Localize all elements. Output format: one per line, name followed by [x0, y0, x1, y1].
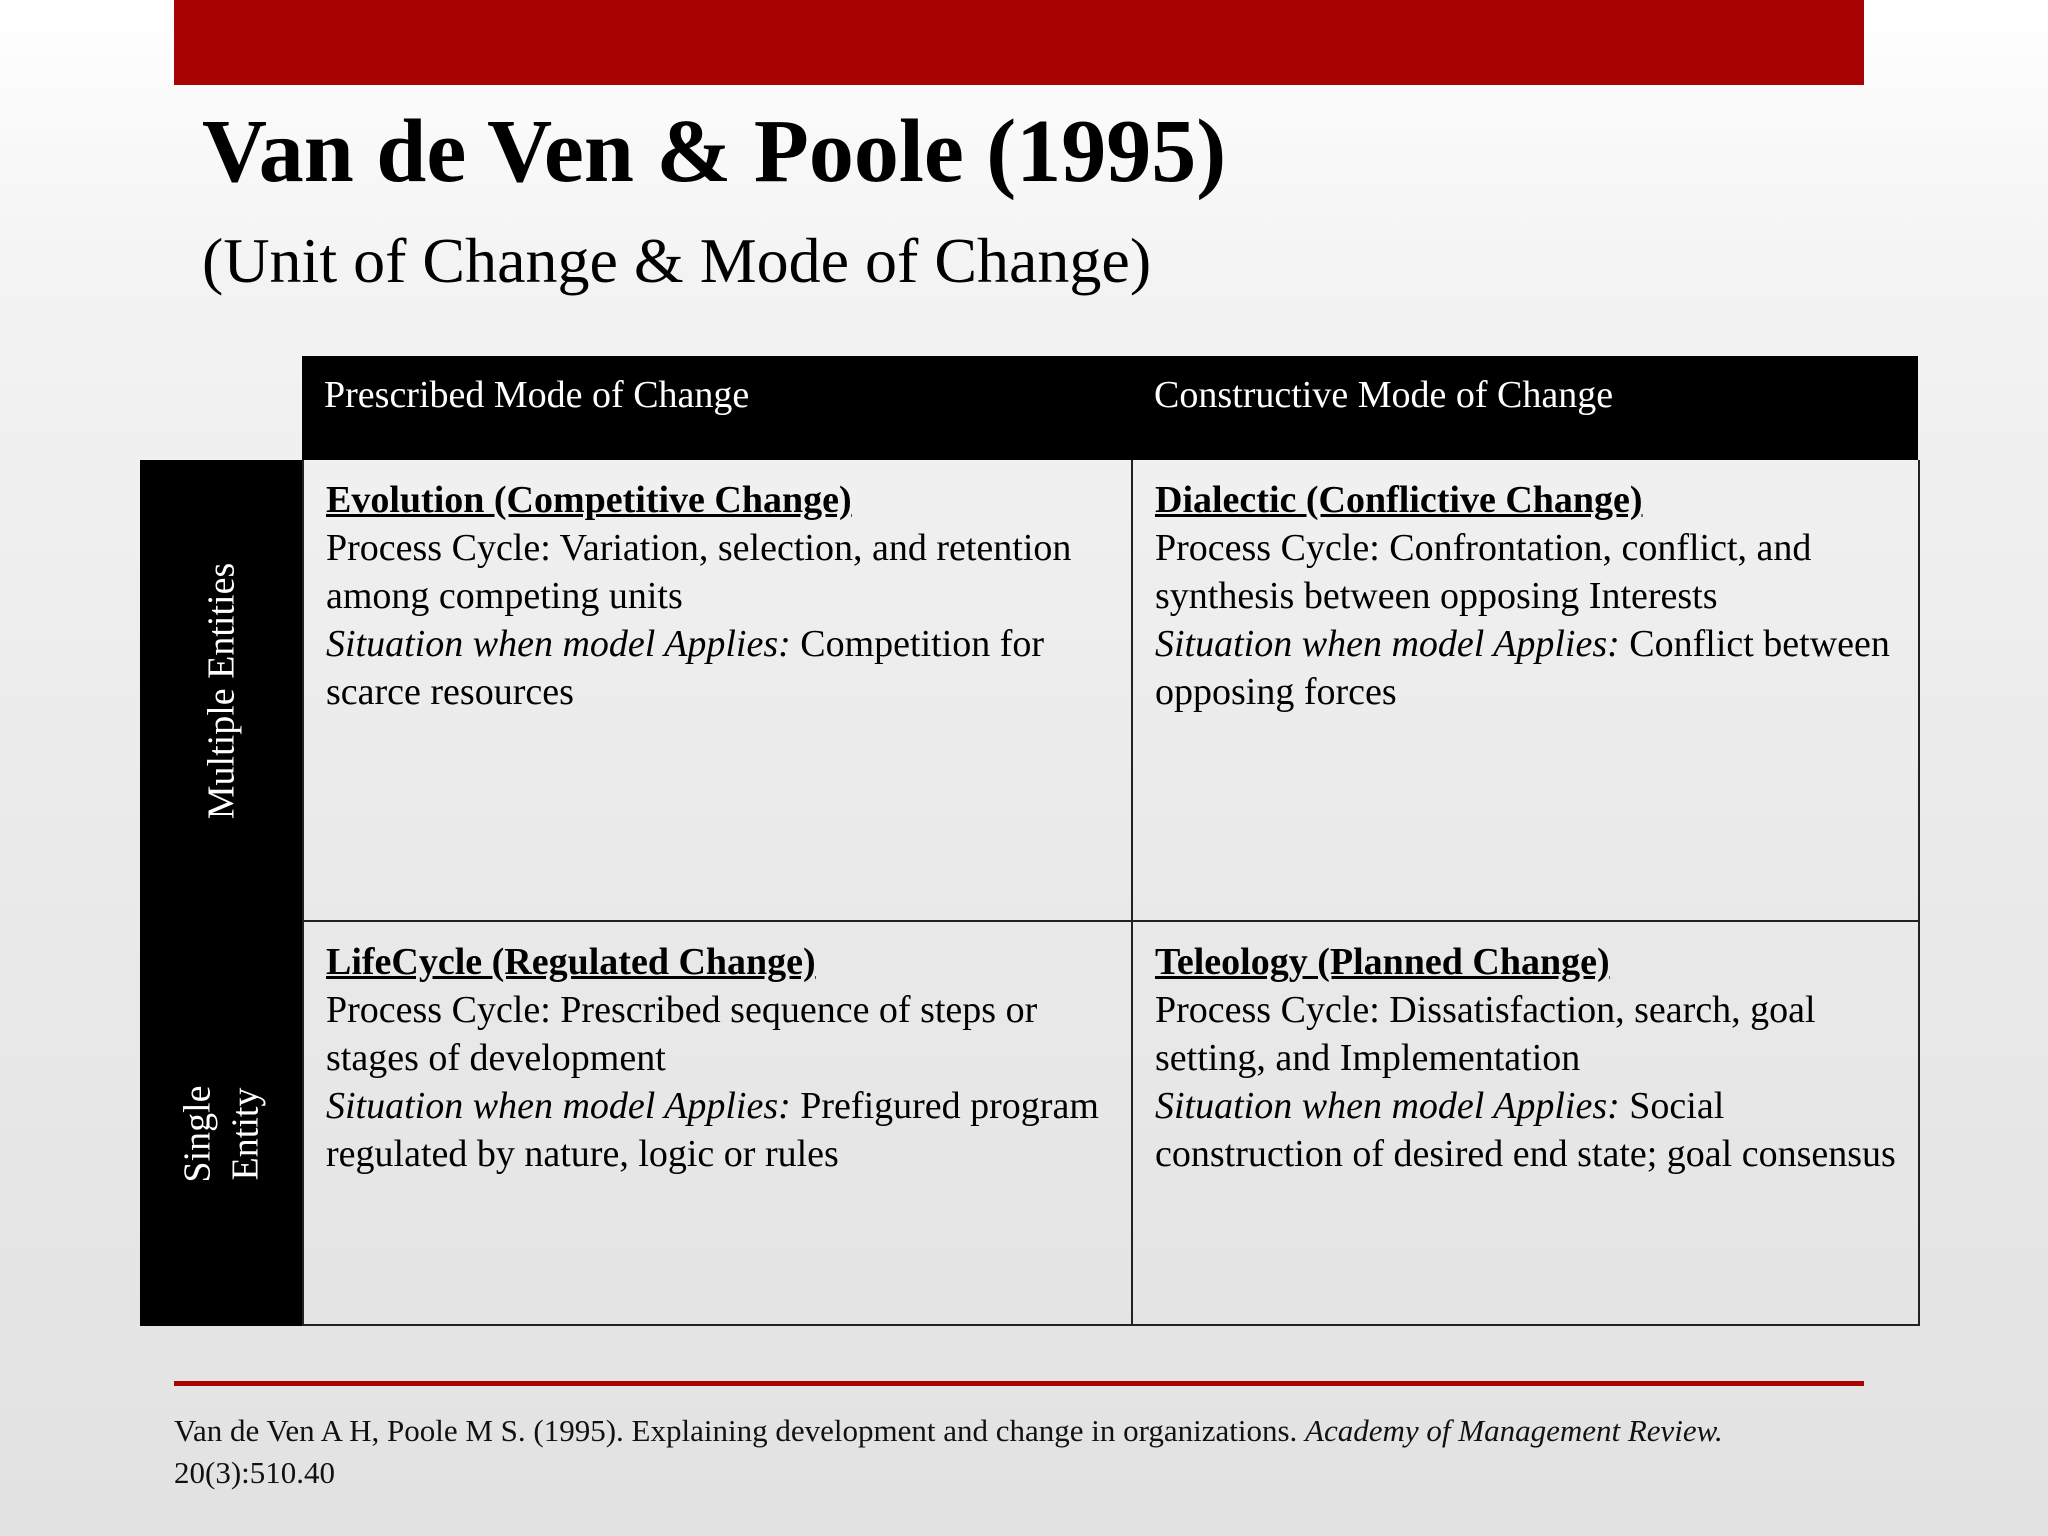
situation-value: Prefigured program regulated by nature, logic or rules [326, 1085, 1099, 1175]
row-label-line: Entity [224, 1087, 266, 1181]
situation-text [1155, 620, 1898, 716]
situation-label: Situation when model Applies: [326, 623, 791, 665]
situation-value: Social construction of desired end state; goal consensus [1155, 1085, 1896, 1175]
slide-subtitle: (Unit of Change & Mode of Change) [202, 225, 1152, 296]
situation-text [326, 620, 1111, 716]
situation-value: Conflict between opposing forces [1155, 623, 1890, 713]
citation-volume: 20(3):510.40 [174, 1455, 336, 1490]
row-label-line: Multiple Entities [200, 562, 243, 820]
column-header-constructive: Constructive Mode of Change [1154, 374, 1614, 416]
process-cycle-text: Process Cycle: Prescribed sequence of steps or stages of development [326, 989, 1038, 1079]
situation-value: Competition for scarce resources [326, 623, 1045, 713]
cell-lifecycle [304, 922, 1133, 1324]
process-cycle-text: Process Cycle: Confrontation, conflict, and synthesis between opposing Interests [1155, 527, 1812, 617]
cell-title: Teleology (Planned Change) [1155, 941, 1610, 983]
process-cycle-text: Process Cycle: Variation, selection, and retention among competing units [326, 527, 1072, 617]
process-cycle-text: Process Cycle: Dissatisfaction, search, goal setting, and Implementation [1155, 989, 1816, 1079]
situation-text [326, 1082, 1111, 1178]
citation-text: Van de Ven A H, Poole M S. (1995). Explaining development and change in organizations. [174, 1413, 1298, 1448]
citation-journal: Academy of Management Review. [1305, 1413, 1723, 1448]
row-header-single-entity [140, 922, 304, 1326]
row-header-multiple-entities [140, 460, 304, 922]
row-header-column [140, 460, 304, 1326]
cell-title: LifeCycle (Regulated Change) [326, 941, 816, 983]
situation-label: Situation when model Applies: [1155, 623, 1620, 665]
cell-title: Dialectic (Conflictive Change) [1155, 479, 1643, 521]
situation-text [1155, 1082, 1898, 1178]
situation-label: Situation when model Applies: [326, 1085, 791, 1127]
citation [174, 1410, 1894, 1494]
situation-label: Situation when model Applies: [1155, 1085, 1620, 1127]
cell-title: Evolution (Competitive Change) [326, 479, 852, 521]
top-accent-bar [174, 0, 1864, 85]
column-header-prescribed: Prescribed Mode of Change [324, 374, 750, 416]
cell-dialectic [1133, 460, 1918, 922]
cell-teleology [1133, 922, 1918, 1324]
bottom-divider [174, 1381, 1864, 1386]
row-label-line: Single [176, 1085, 219, 1183]
change-model-grid [302, 460, 1920, 1326]
slide-title: Van de Ven & Poole (1995) [202, 102, 1227, 201]
column-header-row [302, 356, 1918, 460]
cell-evolution [304, 460, 1133, 922]
